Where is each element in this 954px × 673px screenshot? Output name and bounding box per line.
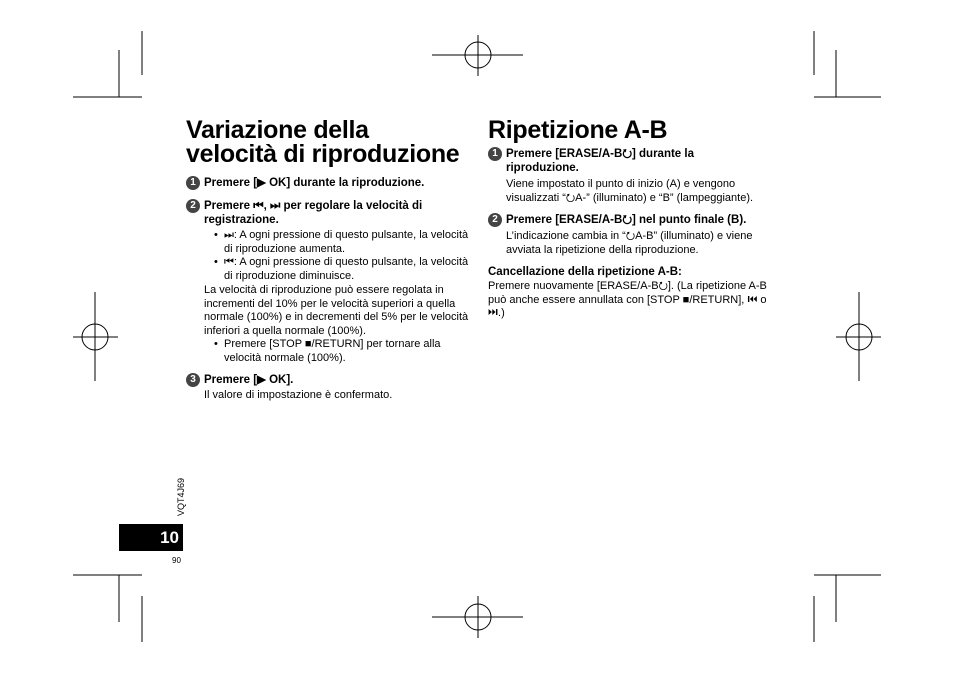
step-number: 1 [186, 176, 200, 190]
model-code: VQT4J69 [176, 477, 186, 516]
cancel-section [488, 265, 768, 321]
section-title-ab-repeat: Ripetizione A-B [488, 116, 668, 144]
speed-paragraph: La velocità di riproduzione può essere regolata in incrementi del 10% per le velocità superiori a quella normale (100%) e in decrementi del 5% per le velocità inferiori a quella normale (100%). [204, 284, 469, 337]
step-1 [186, 176, 471, 190]
bullet-fast-forward: • ⏭: A ogni pressione di questo pulsante, la velocità di riproduzione aumenta. [214, 229, 471, 256]
step-title: Premere [ERASE/A-B⭮] nel punto finale (B). [506, 214, 747, 226]
page-number-tab: 10 [119, 524, 183, 551]
step-description: L’indicazione cambia in “⭮A-B” (illuminato) e viene avviata la ripetizione della riproduzione. [506, 230, 753, 256]
step-title: Premere [ERASE/A-B⭮] durante la riproduzione. [506, 148, 694, 174]
step-number: 2 [186, 199, 200, 213]
step-number: 2 [488, 213, 502, 227]
step-1 [488, 147, 768, 205]
step-2 [488, 213, 768, 257]
bullet-rewind: • ⏮: A ogni pressione di questo pulsante, la velocità di riproduzione diminuisce. [214, 256, 471, 283]
step-3 [186, 373, 471, 403]
section-ab-repeat [488, 118, 768, 321]
bullet-normal-speed: • Premere [STOP ■/RETURN] per tornare alla velocità normale (100%). [214, 338, 471, 365]
step-title: Premere ⏮, ⏭ per regolare la velocità di registrazione. [204, 200, 423, 226]
section-title-speed: Variazione della velocità di riproduzione [186, 116, 460, 168]
step-description: Viene impostato il punto di inizio (A) e vengono visualizzati “⭮A-” (illuminato) e “B” (lampeggiante). [506, 178, 754, 204]
step-title: Premere [▶ OK]. [204, 374, 294, 386]
cancel-paragraph: Premere nuovamente [ERASE/A-B⭮]. (La ripetizione A-B può anche essere annullata con [STOP ■/RETURN], ⏮ o ⏭.) [488, 280, 767, 319]
step-description: Il valore di impostazione è confermato. [204, 389, 393, 401]
section-speed [186, 118, 471, 403]
step-number: 3 [186, 373, 200, 387]
small-page-number: 90 [172, 556, 181, 565]
cancel-title: Cancellazione della ripetizione A-B: [488, 266, 682, 278]
step-2 [186, 199, 471, 365]
step-title: Premere [▶ OK] durante la riproduzione. [204, 177, 425, 189]
step-number: 1 [488, 147, 502, 161]
